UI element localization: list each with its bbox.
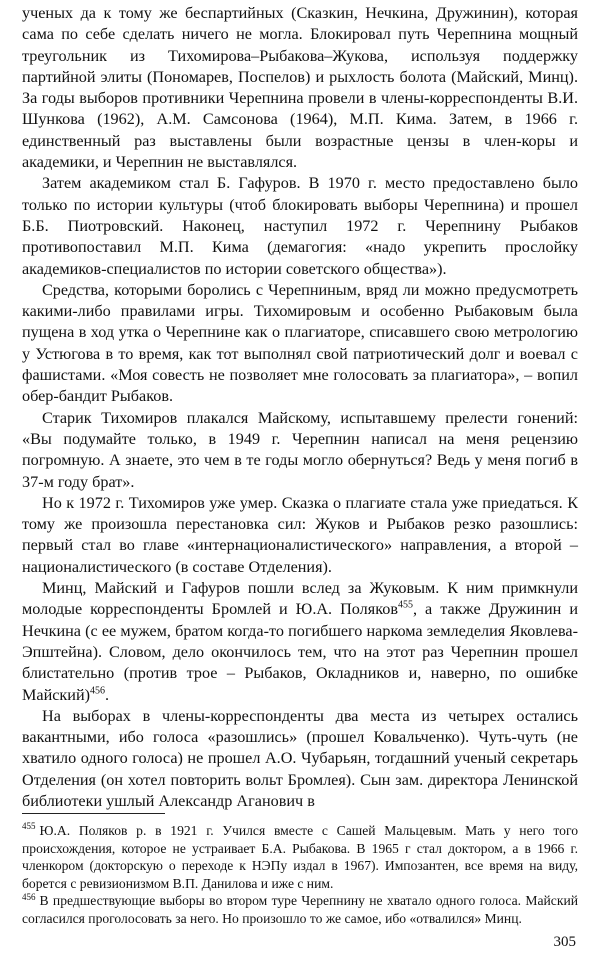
footnote-separator [22, 813, 165, 814]
footnote-number: 456 [22, 891, 36, 902]
paragraph: Но к 1972 г. Тихомиров уже умер. Сказка о плагиате стала уже приедаться. К тому же произошла перестановка сил: Жуков и Рыбаков резко разошлись: первый стал во главе «интернационалистического» направления, а второй – националистического (в составе Отделения). [22, 493, 578, 576]
paragraph-text: . [105, 685, 110, 704]
main-text [22, 3, 578, 812]
paragraph: ученых да к тому же беспартийных (Сказкин, Нечкина, Дружинин), которая сама по себе сделать ничего не могла. Блокировал путь Черепнина мощный треугольник из Тихомирова–Рыбакова–Жукова, используя поддержку партийной элиты (Пономарев, Поспелов) и рыхлость болота (Майский, Минц). За годы выборов противники Черепнина провели в члены-корреспонденты В.И. Шункова (1962), А.М. Самсонова (1964), М.П. Кима. Затем, в 1966 г. единственный раз выставлены были возрастные цензы в член-коры и академики, и Черепнин не выставлялся. [22, 4, 578, 172]
footnotes [22, 822, 578, 928]
footnote-ref-455[interactable]: 455 [397, 599, 413, 611]
footnote-text: В предшествующие выборы во втором туре Черепнину не хватало одного голоса. Майский согласился проголосовать за него. Но произошло то же самое, ибо «отвалился» Минц. [22, 893, 578, 926]
paragraph [22, 578, 578, 706]
footnote-456 [22, 892, 578, 927]
footnote-text: Ю.А. Поляков р. в 1921 г. Учился вместе с Сашей Мальцевым. Мать у него того происхождения, которое не устраивает Б.А. Рыбакова. В 1965 г стал доктором, а в 1966 г. членкором (докторскую о переходе к НЭПу издал в 1967). Импозантен, все время на виду, борется с ревизионизмом В.П. Данилова и иже с ним. [22, 823, 578, 891]
footnote-455 [22, 822, 578, 892]
footnote-number: 455 [22, 821, 36, 832]
paragraph: Средства, которыми боролись с Черепниным, вряд ли можно предусмотреть какими-либо правилами игры. Тихомировым и особенно Рыбаковым была пущена в ход утка о Черепнине как о плагиаторе, списавшего свою метрологию у Устюгова в то время, как тот выполнял свой патриотический долг и воевал с фашистами. «Моя совесть не позволяет мне голосовать за плагиатора», – вопил обер-бандит Рыбаков. [22, 280, 578, 406]
page-number: 305 [553, 934, 576, 950]
paragraph-text: Минц, Майский и Гафуров пошли вслед за Жуковым. К ним примкнули молодые корреспонденты Бромлей и Ю.А. Поляков [22, 579, 578, 619]
paragraph: На выборах в члены-корреспонденты два места из четырех остались вакантными, ибо голоса «разошлись» (прошел Ковальченко). Чуть-чуть (не хватило одного голоса) не прошел А.О. Чубарьян, тогдашний ученый секретарь Отделения (он хотел повторить вольт Бромлея). Сын зам. директора Ленинской библиотеки ушлый Александр Аганович в [22, 706, 578, 810]
footnote-ref-456[interactable]: 456 [90, 685, 106, 697]
paragraph: Старик Тихомиров плакался Майскому, испытавшему прелести гонений: «Вы подумайте только, в 1949 г. Черепнин написал на меня рецензию погромную. А знаете, это чем в те годы могло обернуться? Ведь у меня погиб в 37-м году брат». [22, 408, 578, 491]
paragraph-text: , а также Дружинин и Нечкина (с ее мужем, братом когда-то погибшего наркома земледелия Яковлева-Эпштейна). Словом, дело окончилось тем, что на этот раз Черепнин прошел блистательно (против трое – Рыбаков, Окладников и, наверно, по ошибке Майский) [22, 600, 578, 704]
paragraph: Затем академиком стал Б. Гафуров. В 1970 г. место предоставлено было только по истории культуры (чтоб блокировать выборы Черепнина) и прошел Б.Б. Пиотровский. Наконец, наступил 1972 г. Черепнину Рыбаков противопоставил М.П. Кима (демагогия: «надо укрепить прослойку академиков-специалистов по истории советского общества»). [22, 174, 578, 278]
